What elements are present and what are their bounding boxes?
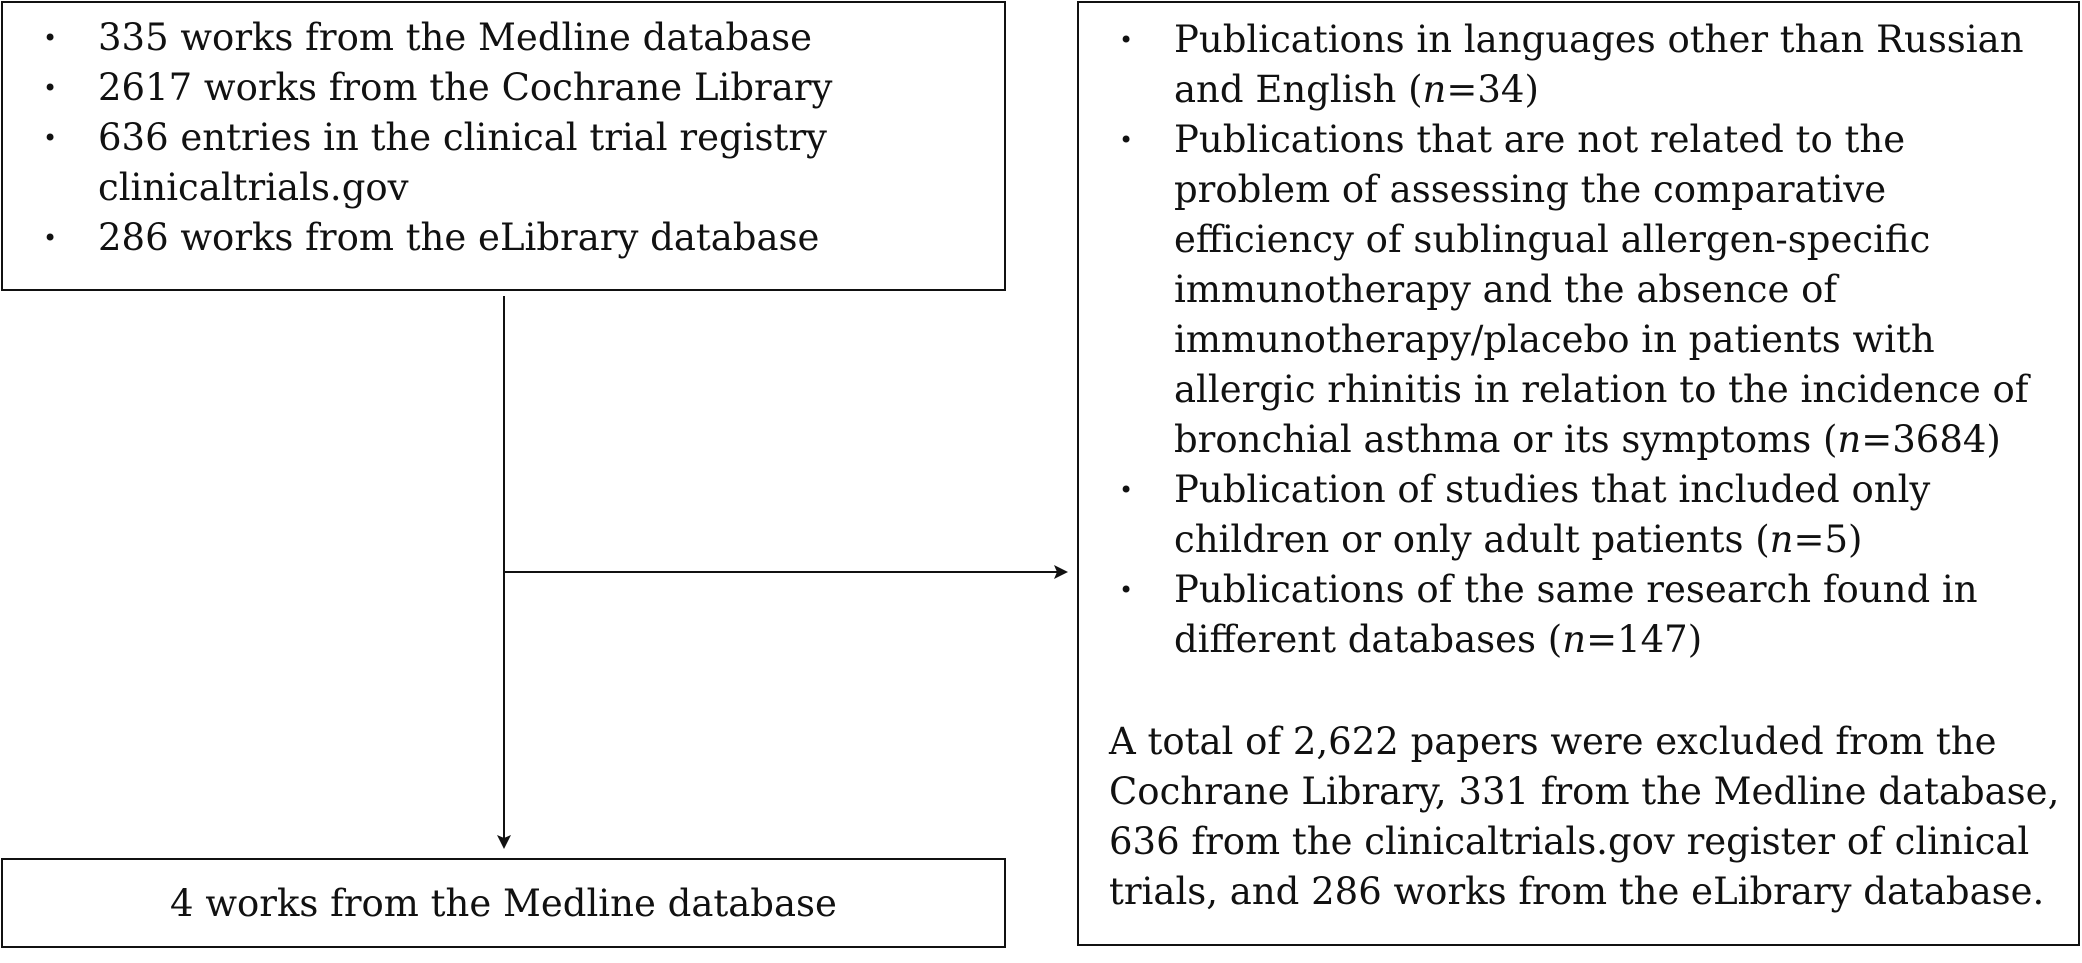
- excluded-box: [1077, 1, 2080, 946]
- exclusion-criterion-item: [1119, 15, 2062, 115]
- exclusion-criterion-item: [1119, 465, 2062, 565]
- sources-list-item: • 286 works from the eLibrary database: [43, 213, 984, 263]
- exclusion-criterion-item: [1119, 115, 2062, 465]
- criterion-text: Publication of studies that included only children or only adult patients (: [1174, 468, 1931, 561]
- n-symbol: n: [1422, 68, 1447, 111]
- exclusion-summary: A total of 2,622 papers were excluded from the Cochrane Library, 331 from the Medline database, 636 from the clinicaltrials.gov register of clinical trials, and 286 works from the eLibrary database.: [1109, 720, 2060, 913]
- criterion-text: Publications of the same research found in different databases (: [1174, 568, 1978, 661]
- n-count: =34): [1446, 68, 1539, 111]
- n-symbol: n: [1769, 518, 1794, 561]
- n-symbol: n: [1837, 418, 1862, 461]
- exclusion-criterion-item: [1119, 565, 2062, 665]
- n-count: =147): [1586, 618, 1703, 661]
- exclusion-criteria-list: [1119, 15, 2062, 665]
- n-count: =5): [1793, 518, 1863, 561]
- criterion-text: Publications in languages other than Russian and English (: [1174, 18, 2024, 111]
- result-box: [1, 858, 1006, 948]
- sources-list: [43, 13, 984, 263]
- n-count: =3684): [1861, 418, 2001, 461]
- sources-box: [1, 1, 1006, 291]
- sources-list-item: • 335 works from the Medline database: [43, 13, 984, 63]
- result-text: 4 works from the Medline database: [170, 881, 837, 925]
- sources-list-item: • 2617 works from the Cochrane Library: [43, 63, 984, 113]
- criterion-text: Publications that are not related to the problem of assessing the comparative efficiency of sublingual allergen-specific immunotherapy and the absence of immunotherapy/placebo in patients with allergic rhinitis in relation to the incidence of bronchial asthma or its symptoms (: [1174, 118, 2029, 461]
- n-symbol: n: [1562, 618, 1587, 661]
- sources-list-item: • 636 entries in the clinical trial registry clinicaltrials.gov: [43, 113, 984, 213]
